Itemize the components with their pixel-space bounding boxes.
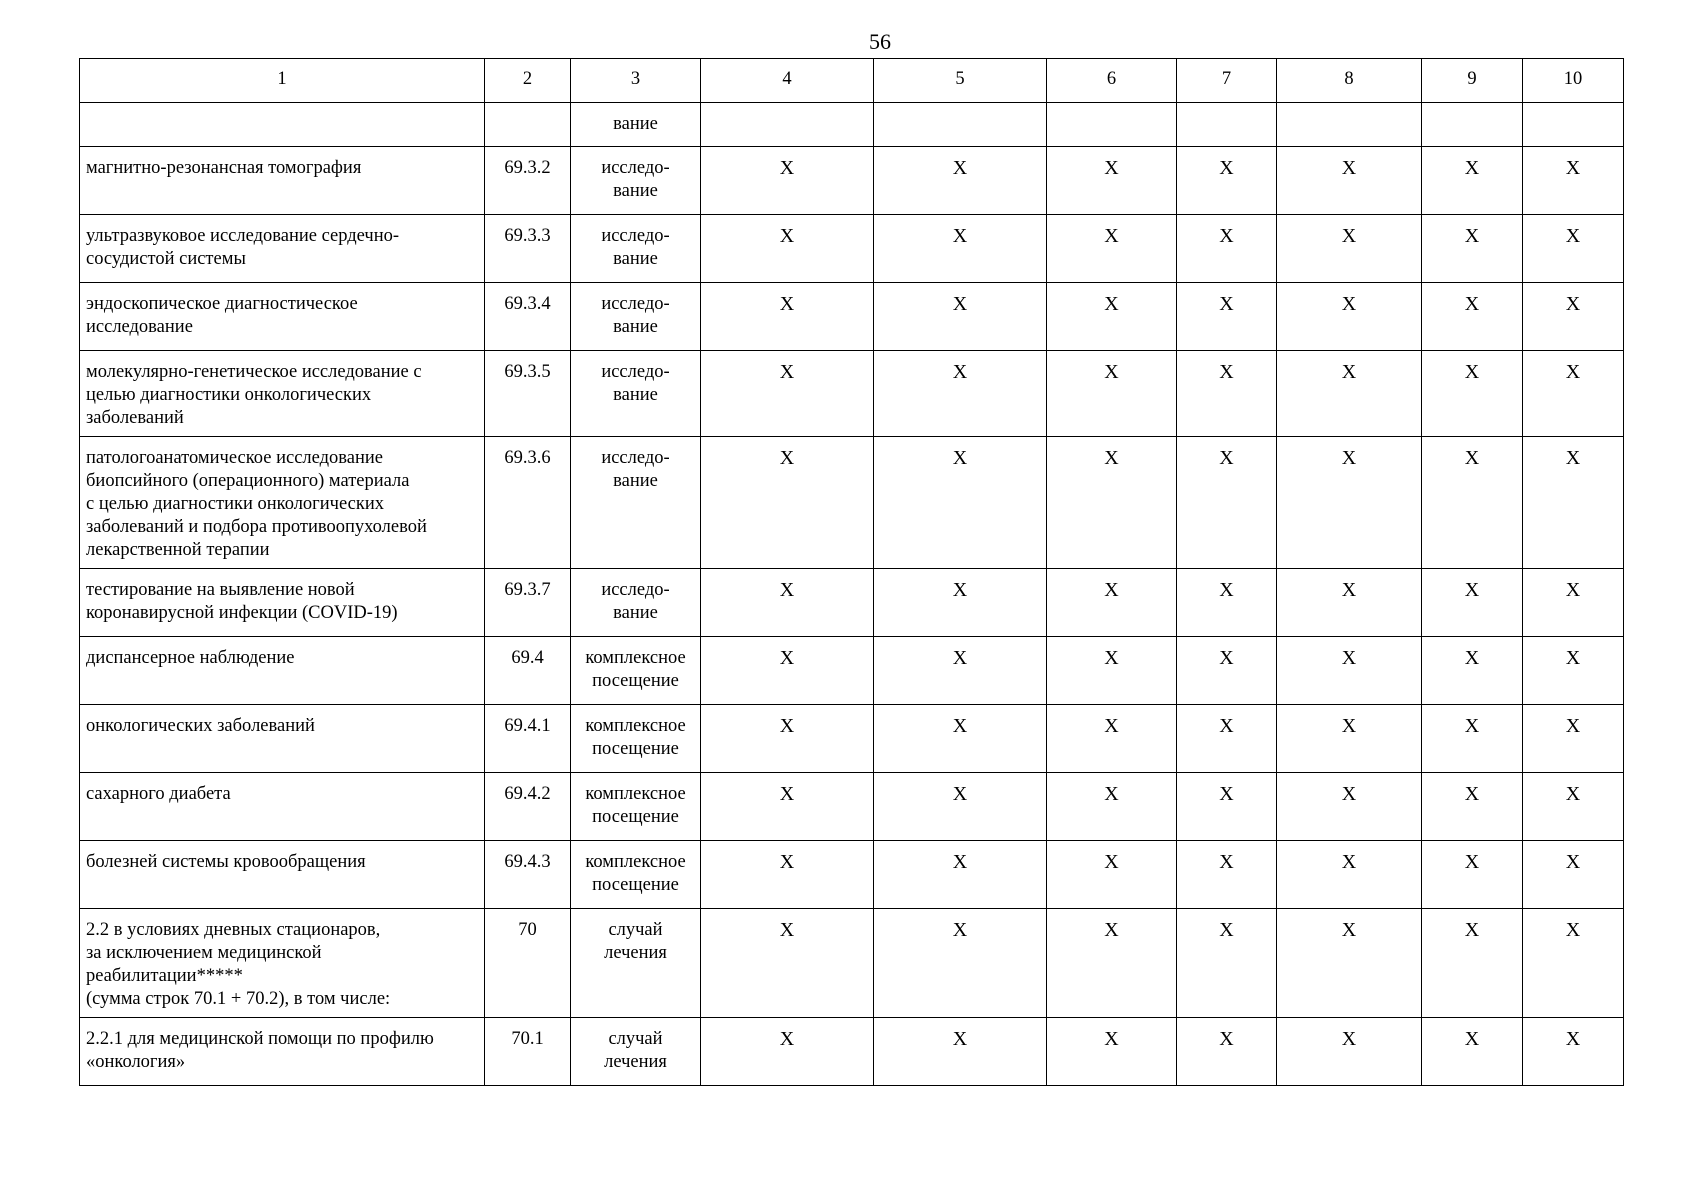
row-mark-cell: X	[1523, 437, 1624, 569]
row-mark-cell: X	[1422, 569, 1523, 637]
row-mark-cell: X	[1277, 351, 1422, 437]
row-name-cell: болезней системы кровообращения	[80, 841, 485, 909]
row-unit-cell: вание	[571, 103, 701, 147]
row-mark-cell: X	[1523, 773, 1624, 841]
row-mark-cell: X	[1177, 705, 1277, 773]
row-code-cell: 69.3.2	[485, 147, 571, 215]
table-row	[80, 283, 1624, 351]
row-mark-cell: X	[1523, 1018, 1624, 1086]
table-row	[80, 909, 1624, 1018]
row-name-cell	[80, 103, 485, 147]
row-mark-cell: X	[1422, 773, 1523, 841]
row-mark-cell: X	[874, 283, 1047, 351]
row-mark-cell: X	[1422, 351, 1523, 437]
row-mark-cell: X	[1277, 637, 1422, 705]
row-name-cell: 2.2.1 для медицинской помощи по профилю «онкология»	[80, 1018, 485, 1086]
row-mark-cell: X	[1047, 773, 1177, 841]
column-number-1: 1	[80, 59, 485, 103]
row-unit-cell: случай лечения	[571, 909, 701, 1018]
row-name-cell: сахарного диабета	[80, 773, 485, 841]
column-number-7: 7	[1177, 59, 1277, 103]
column-number-header-row	[80, 59, 1624, 103]
table-row	[80, 637, 1624, 705]
column-number-8: 8	[1277, 59, 1422, 103]
row-code-cell: 69.4.2	[485, 773, 571, 841]
row-mark-cell: X	[701, 637, 874, 705]
column-number-6: 6	[1047, 59, 1177, 103]
row-mark-cell: X	[1523, 147, 1624, 215]
row-code-cell: 69.3.4	[485, 283, 571, 351]
row-code-cell: 70.1	[485, 1018, 571, 1086]
row-mark-cell: X	[1523, 215, 1624, 283]
row-unit-cell: комплексное посещение	[571, 705, 701, 773]
row-name-cell: тестирование на выявление новой коронавирусной инфекции (COVID-19)	[80, 569, 485, 637]
row-mark-cell: X	[1523, 283, 1624, 351]
row-mark-cell: X	[1177, 215, 1277, 283]
row-mark-cell: X	[1177, 437, 1277, 569]
row-mark-cell: X	[701, 215, 874, 283]
row-code-cell: 69.4.3	[485, 841, 571, 909]
empty-cell	[1523, 103, 1624, 147]
table-row	[80, 773, 1624, 841]
empty-cell	[1047, 103, 1177, 147]
column-number-9: 9	[1422, 59, 1523, 103]
row-mark-cell: X	[1047, 283, 1177, 351]
table-row	[80, 351, 1624, 437]
row-mark-cell: X	[1523, 909, 1624, 1018]
row-code-cell: 69.3.5	[485, 351, 571, 437]
row-mark-cell: X	[1047, 841, 1177, 909]
row-unit-cell: случай лечения	[571, 1018, 701, 1086]
row-mark-cell: X	[1422, 705, 1523, 773]
row-mark-cell: X	[1277, 215, 1422, 283]
row-mark-cell: X	[874, 909, 1047, 1018]
row-mark-cell: X	[701, 437, 874, 569]
row-mark-cell: X	[1277, 705, 1422, 773]
table-row	[80, 841, 1624, 909]
row-mark-cell: X	[701, 1018, 874, 1086]
row-mark-cell: X	[1277, 569, 1422, 637]
row-unit-cell: исследо- вание	[571, 437, 701, 569]
row-mark-cell: X	[874, 705, 1047, 773]
row-mark-cell: X	[1047, 637, 1177, 705]
row-mark-cell: X	[1277, 147, 1422, 215]
row-mark-cell: X	[1177, 351, 1277, 437]
column-number-5: 5	[874, 59, 1047, 103]
row-mark-cell: X	[874, 147, 1047, 215]
column-number-10: 10	[1523, 59, 1624, 103]
row-code-cell: 69.4.1	[485, 705, 571, 773]
row-mark-cell: X	[1047, 569, 1177, 637]
row-unit-cell: исследо- вание	[571, 351, 701, 437]
row-mark-cell: X	[1047, 437, 1177, 569]
table-row	[80, 215, 1624, 283]
row-unit-cell: комплексное посещение	[571, 637, 701, 705]
empty-cell	[1177, 103, 1277, 147]
table-row	[80, 1018, 1624, 1086]
row-code-cell: 70	[485, 909, 571, 1018]
row-name-cell: патологоанатомическое исследование биопсийного (операционного) материала с целью диагностики онкологических заболеваний и подбора противоопухолевой лекарственной терапии	[80, 437, 485, 569]
row-mark-cell: X	[1422, 283, 1523, 351]
row-mark-cell: X	[701, 773, 874, 841]
row-mark-cell: X	[874, 215, 1047, 283]
row-name-cell: 2.2 в условиях дневных стационаров, за исключением медицинской реабилитации***** (сумма строк 70.1 + 70.2), в том числе:	[80, 909, 485, 1018]
row-mark-cell: X	[1177, 841, 1277, 909]
row-mark-cell: X	[1177, 637, 1277, 705]
row-mark-cell: X	[1277, 909, 1422, 1018]
row-name-cell: эндоскопическое диагностическое исследование	[80, 283, 485, 351]
row-name-cell: диспансерное наблюдение	[80, 637, 485, 705]
row-mark-cell: X	[1277, 773, 1422, 841]
row-mark-cell: X	[701, 283, 874, 351]
row-mark-cell: X	[874, 773, 1047, 841]
column-number-2: 2	[485, 59, 571, 103]
row-unit-cell: исследо- вание	[571, 215, 701, 283]
row-mark-cell: X	[1177, 147, 1277, 215]
row-mark-cell: X	[1177, 773, 1277, 841]
row-mark-cell: X	[1523, 705, 1624, 773]
row-code-cell: 69.3.7	[485, 569, 571, 637]
row-mark-cell: X	[1177, 569, 1277, 637]
row-unit-cell: комплексное посещение	[571, 773, 701, 841]
row-mark-cell: X	[1422, 841, 1523, 909]
row-mark-cell: X	[874, 841, 1047, 909]
row-mark-cell: X	[1422, 637, 1523, 705]
row-code-cell: 69.4	[485, 637, 571, 705]
empty-cell	[1277, 103, 1422, 147]
row-mark-cell: X	[1277, 283, 1422, 351]
empty-cell	[1422, 103, 1523, 147]
row-mark-cell: X	[701, 147, 874, 215]
empty-cell	[701, 103, 874, 147]
row-mark-cell: X	[1422, 437, 1523, 569]
row-mark-cell: X	[701, 569, 874, 637]
continuation-row	[80, 103, 1624, 147]
data-table	[79, 58, 1624, 1086]
row-mark-cell: X	[1047, 147, 1177, 215]
row-code-cell	[485, 103, 571, 147]
row-mark-cell: X	[1422, 909, 1523, 1018]
row-name-cell: онкологических заболеваний	[80, 705, 485, 773]
row-mark-cell: X	[1047, 705, 1177, 773]
row-unit-cell: исследо- вание	[571, 147, 701, 215]
row-mark-cell: X	[1177, 283, 1277, 351]
row-mark-cell: X	[701, 841, 874, 909]
row-code-cell: 69.3.3	[485, 215, 571, 283]
row-mark-cell: X	[1422, 1018, 1523, 1086]
row-mark-cell: X	[874, 637, 1047, 705]
row-mark-cell: X	[874, 1018, 1047, 1086]
row-mark-cell: X	[701, 351, 874, 437]
table-row	[80, 437, 1624, 569]
row-mark-cell: X	[874, 569, 1047, 637]
row-mark-cell: X	[874, 351, 1047, 437]
row-mark-cell: X	[1047, 215, 1177, 283]
row-unit-cell: исследо- вание	[571, 569, 701, 637]
row-mark-cell: X	[1523, 637, 1624, 705]
row-mark-cell: X	[1177, 909, 1277, 1018]
row-mark-cell: X	[701, 705, 874, 773]
row-mark-cell: X	[1523, 351, 1624, 437]
column-number-4: 4	[701, 59, 874, 103]
page-number: 56	[869, 29, 891, 54]
table-row	[80, 569, 1624, 637]
row-mark-cell: X	[874, 437, 1047, 569]
row-mark-cell: X	[701, 909, 874, 1018]
row-unit-cell: исследо- вание	[571, 283, 701, 351]
row-unit-cell: комплексное посещение	[571, 841, 701, 909]
column-number-3: 3	[571, 59, 701, 103]
row-mark-cell: X	[1277, 437, 1422, 569]
row-mark-cell: X	[1277, 1018, 1422, 1086]
row-mark-cell: X	[1047, 909, 1177, 1018]
row-mark-cell: X	[1177, 1018, 1277, 1086]
row-mark-cell: X	[1422, 215, 1523, 283]
row-mark-cell: X	[1523, 841, 1624, 909]
empty-cell	[874, 103, 1047, 147]
row-name-cell: магнитно-резонансная томография	[80, 147, 485, 215]
row-mark-cell: X	[1047, 1018, 1177, 1086]
row-code-cell: 69.3.6	[485, 437, 571, 569]
row-name-cell: молекулярно-генетическое исследование с целью диагностики онкологических заболеваний	[80, 351, 485, 437]
row-mark-cell: X	[1047, 351, 1177, 437]
row-name-cell: ультразвуковое исследование сердечно- сосудистой системы	[80, 215, 485, 283]
table-row	[80, 147, 1624, 215]
table-row	[80, 705, 1624, 773]
row-mark-cell: X	[1277, 841, 1422, 909]
row-mark-cell: X	[1422, 147, 1523, 215]
row-mark-cell: X	[1523, 569, 1624, 637]
